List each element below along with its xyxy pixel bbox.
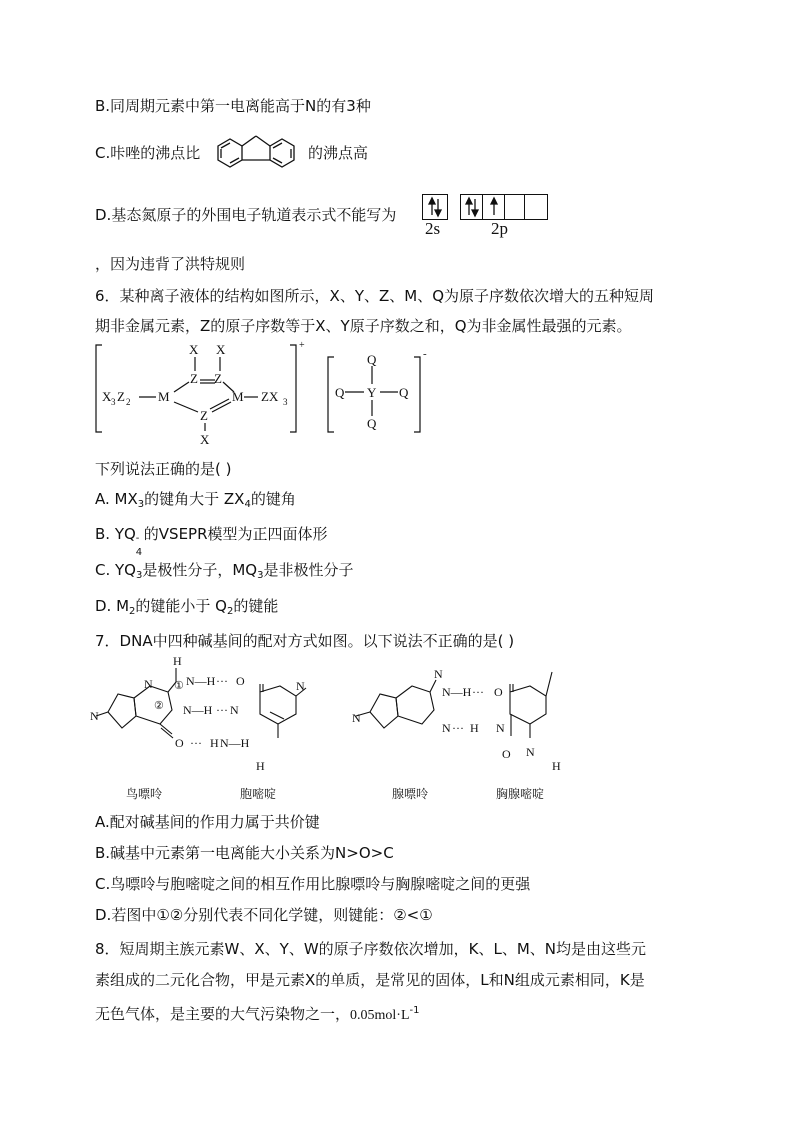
g-nh-top: N—H (186, 674, 216, 688)
g-n-left: N (90, 709, 99, 723)
anion-q-right: Q (399, 385, 409, 400)
a-n-top: N (434, 667, 443, 681)
q6-option-b: B. YQ - 4 的VSEPR模型为正四面体形 (95, 525, 328, 558)
z-top-right: Z (214, 371, 222, 386)
hbond-1: ··· (216, 674, 228, 688)
q6-question: 下列说法正确的是( ) (95, 460, 232, 478)
a-nh: N—H (442, 685, 472, 699)
c-nh-bottom: N—H (220, 736, 250, 750)
q5-option-c-suffix: 的沸点高 (308, 144, 369, 162)
q5-option-d-tail: ，因为违背了洪特规则 (95, 255, 246, 273)
c-o-top: O (236, 674, 245, 688)
q8-line1: 8．短周期主族元素W、X、Y、W的原子序数依次增加，K、L、M、N均是由这些元 (95, 940, 647, 958)
label-adenine: 腺嘌呤 (392, 787, 429, 801)
left-group-z: Z (117, 389, 125, 404)
x-bottom: X (200, 432, 210, 447)
orbital-2p-box (460, 194, 548, 220)
cation-charge: + (299, 340, 305, 351)
g-n: N (144, 677, 153, 691)
g-o: O (175, 736, 184, 750)
q6-stem-line1: 6．某种离子液体的结构如图所示，X、Y、Z、M、Q为原子序数依次增大的五种短周 (95, 287, 655, 305)
g-nh-mid: N—H (183, 703, 213, 717)
a-n-left: N (352, 711, 361, 725)
m-right: M (232, 389, 244, 404)
right-group-sub: 3 (283, 397, 288, 407)
c-h-bottom2: H (256, 759, 265, 773)
spin-up-icon (483, 195, 505, 219)
q5-option-b: B.同周期元素中第一电离能高于N的有3种 (95, 97, 371, 115)
label-cytosine: 胞嘧啶 (240, 787, 277, 801)
hbond-2: ··· (216, 703, 228, 717)
anion-q-left: Q (335, 385, 345, 400)
orbital-label-2s: 2s (425, 219, 441, 238)
label-thymine: 胸腺嘧啶 (496, 787, 545, 801)
q7-stem: 7．DNA中四种碱基间的配对方式如图。以下说法不正确的是( ) (95, 632, 515, 650)
anion-q-top: Q (367, 352, 377, 367)
hbond-3: ··· (190, 736, 202, 750)
t-n: N (496, 721, 505, 735)
q7-option-c: C.鸟嘌呤与胞嘧啶之间的相互作用比腺嘌呤与胸腺嘧啶之间的更强 (95, 875, 531, 893)
c-h-bottom: H (210, 736, 219, 750)
q5-option-c-prefix: C.咔唑的沸点比 (95, 144, 201, 162)
m-left: M (158, 389, 170, 404)
q8-line2: 素组成的二元化合物，甲是元素X的单质，是常见的固体，L和N组成元素相同，K是 (95, 971, 645, 989)
q7-option-b: B.碱基中元素第一电离能大小关系为N>O>C (95, 844, 394, 862)
a-n-mid: N (442, 721, 451, 735)
q6-option-a: A. $MX_3$的键角大于 $ZX_4$的键角 (95, 490, 296, 510)
left-group-x: X (102, 389, 112, 404)
z-bottom: Z (200, 408, 208, 423)
anion-y: Y (367, 385, 377, 400)
circle-1: ① (174, 680, 184, 692)
spin-pair-icon (461, 195, 483, 219)
q6-option-d: D. $M_2$的键能小于 $Q_2$的键能 (95, 597, 279, 617)
g-h-top: H (173, 654, 182, 668)
left-group-z-sub: 2 (126, 397, 131, 407)
t-o-top: O (494, 685, 503, 699)
x-top-left: X (189, 342, 199, 357)
orbital-label-2p: 2p (491, 219, 508, 238)
anion-q-bottom: Q (367, 416, 377, 431)
fluorene-structure-icon (208, 128, 308, 176)
c-n: N (230, 703, 239, 717)
t-n-bottom: N (526, 745, 535, 759)
q7-option-d: D.若图中①②分别代表不同化学键，则键能：②<① (95, 906, 433, 924)
q5-option-d: D.基态氮原子的外围电子轨道表示式不能写为 (95, 206, 397, 224)
orbital-2s-box (422, 194, 448, 220)
left-group-x-sub: 3 (111, 397, 116, 407)
t-o-bottom: O (502, 747, 511, 761)
dna-base-pairs-figure (90, 652, 570, 807)
hbond-4: ··· (472, 685, 484, 699)
q8-line3: 无色气体，是主要的大气污染物之一，$0.05mol\cdot L^{-1}$ (95, 1005, 420, 1023)
z-top-left: Z (190, 371, 198, 386)
spin-pair-icon (423, 195, 447, 219)
c-n-top: N (296, 679, 305, 693)
anion-charge: - (423, 348, 427, 360)
circle-2: ② (154, 700, 164, 712)
hbond-5: ··· (452, 721, 464, 735)
q7-option-a: A.配对碱基间的作用力属于共价键 (95, 813, 320, 831)
q6-stem-line2: 期非金属元素，Z的原子序数等于X、Y原子序数之和，Q为非金属性最强的元素。 (95, 317, 632, 335)
t-h-bottom: H (552, 759, 561, 773)
ionic-liquid-structure (90, 340, 440, 452)
label-guanine: 鸟嘌呤 (126, 787, 163, 801)
x-top-right: X (216, 342, 226, 357)
t-h: H (470, 721, 479, 735)
q6-option-c: C. $YQ_3$是极性分子，$MQ_3$是非极性分子 (95, 561, 354, 581)
right-group: ZX (261, 389, 279, 404)
